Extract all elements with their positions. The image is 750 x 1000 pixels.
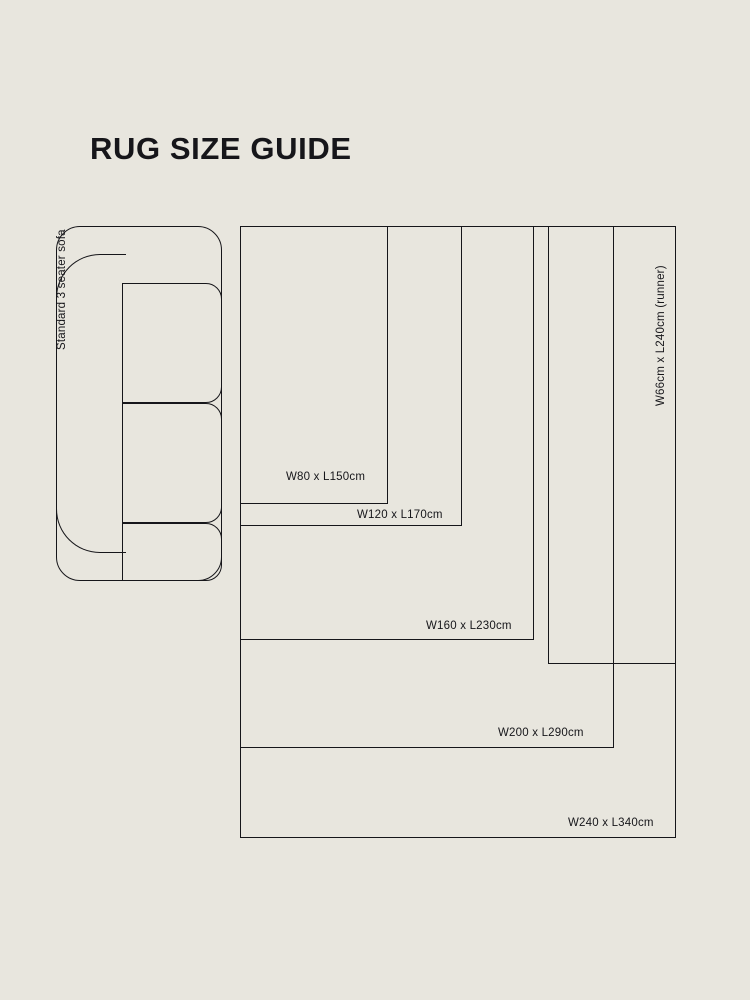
- rug-label-w120-l170: W120 x L170cm: [357, 509, 443, 521]
- rug-label-w66-l240-runner: W66cm x L240cm (runner): [655, 265, 667, 406]
- page-title: RUG SIZE GUIDE: [90, 131, 352, 166]
- sofa-cushion-1: [122, 283, 222, 403]
- rug-label-w160-l230: W160 x L230cm: [426, 620, 512, 632]
- sofa-cushion-2: [122, 403, 222, 523]
- rug-label-w240-l340: W240 x L340cm: [568, 817, 654, 829]
- rug-rect-w80-l150: [240, 226, 388, 504]
- rug-label-w80-l150: W80 x L150cm: [286, 471, 366, 483]
- rug-label-w200-l290: W200 x L290cm: [498, 727, 584, 739]
- sofa-label: Standard 3 seater sofa: [56, 229, 68, 350]
- sofa-cushion-3: [122, 523, 222, 581]
